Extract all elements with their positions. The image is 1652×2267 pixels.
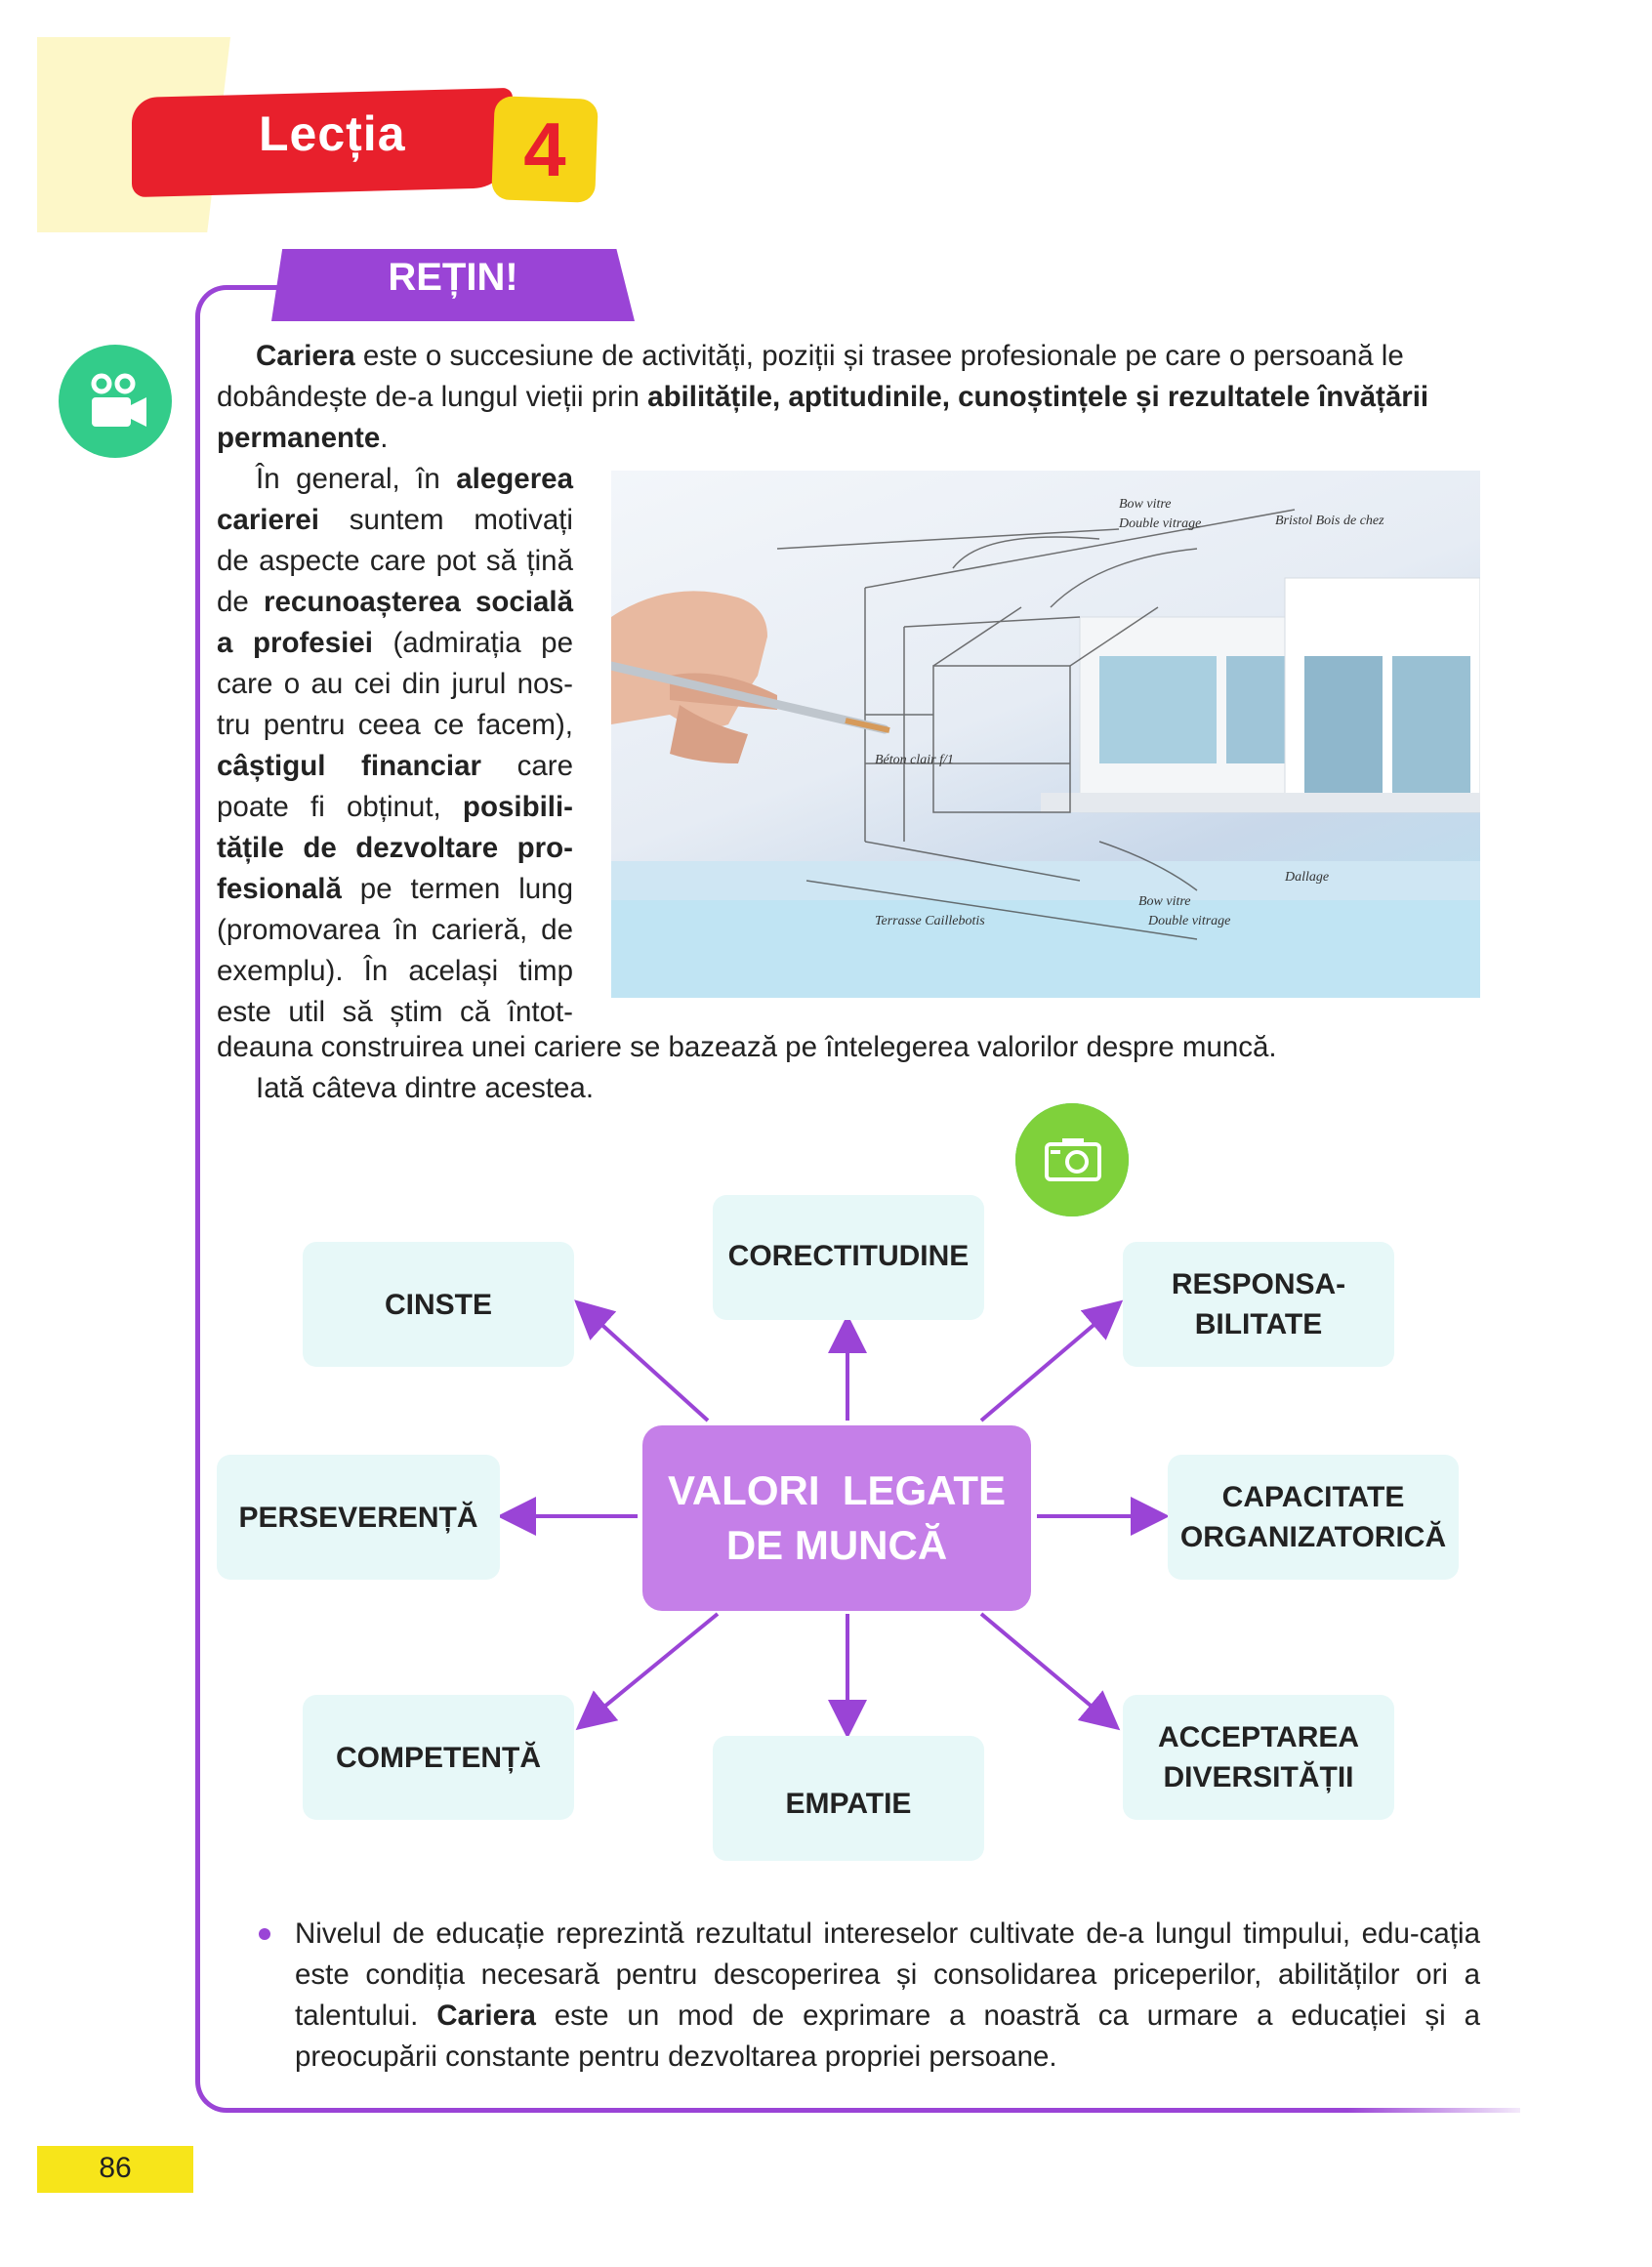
lesson-number: 4 xyxy=(523,106,566,192)
node-cinste: CINSTE xyxy=(303,1242,574,1367)
node-responsabilitate: RESPONSA- BILITATE xyxy=(1123,1242,1394,1367)
center-line-1: VALORI LEGATE xyxy=(667,1467,1007,1513)
section-title: REȚIN! xyxy=(388,256,518,299)
node-competenta: COMPETENȚĂ xyxy=(303,1695,574,1820)
wrap-line: tru pentru ceea ce facem), xyxy=(217,709,573,741)
wrap-line: poate fi obținut, posibili- xyxy=(217,791,573,823)
wrap-line: (promovarea în carieră, de xyxy=(217,914,573,946)
node-empatie: EMPATIE xyxy=(713,1736,984,1861)
svg-text:Dallage: Dallage xyxy=(1285,870,1330,885)
term-cariera: Cariera xyxy=(256,340,355,372)
bullet-paragraph: Nivelul de educație reprezintă rezultatul intereselor cultivate de-a lungul timpului, edu-cația este condiția necesară pentru descoperirea și consolidarea priceperilor, abilităților ori a talentului. Cariera este un mod de exprimare a noastră ca urmare a educației și a preocupării constante pentru dezvoltarea propriei persoane. xyxy=(295,1917,1481,2073)
wrap-line: câștigul financiar care xyxy=(217,750,573,782)
node-corectitudine: CORECTITUDINE xyxy=(713,1195,984,1320)
svg-text:Bow vitre: Bow vitre xyxy=(1119,497,1172,512)
lead-in-line: Iată câteva dintre acestea. xyxy=(256,1072,595,1104)
wrap-line: de recunoașterea socială xyxy=(217,586,573,618)
arrow-cinste xyxy=(586,1310,708,1421)
wrap-line: carierei suntem motivați xyxy=(217,504,573,536)
wrap-line: tățile de dezvoltare pro- xyxy=(217,832,573,864)
wrap-line: care o au cei din jurul nos- xyxy=(217,668,573,700)
arrow-competenta xyxy=(588,1614,718,1720)
page-number: 86 xyxy=(99,2152,132,2184)
svg-text:Bow vitre: Bow vitre xyxy=(1138,894,1191,909)
arrow-acceptarea xyxy=(981,1614,1108,1720)
wrap-line: este util să știm că întot- xyxy=(217,996,573,1028)
center-line-2: DE MUNCĂ xyxy=(725,1522,948,1568)
svg-text:Bristol Bois de chez: Bristol Bois de chez xyxy=(1275,514,1384,528)
node-acceptarea-diversitatii: ACCEPTAREA DIVERSITĂȚII xyxy=(1123,1695,1394,1820)
intro-paragraph: Cariera este o succesiune de activități, poziții și trasee profesionale pe care o persoană le dobândește de-a lungul vieții prin abilitățile, aptitudinile, cunoștințele și rezultatele învățării permanente. xyxy=(217,340,1429,454)
svg-text:Double vitrage: Double vitrage xyxy=(1148,914,1231,928)
arrow-responsabilitate xyxy=(981,1310,1111,1421)
svg-text:Terrasse Caillebotis: Terrasse Caillebotis xyxy=(875,914,985,928)
node-perseverenta: PERSEVERENȚĂ xyxy=(217,1455,500,1580)
continuation-line: deauna construirea unei cariere se bazează pe întelegerea valorilor despre muncă. xyxy=(217,1031,1277,1063)
wrap-line: de aspecte care pot să țină xyxy=(217,545,573,577)
svg-text:Double vitrage: Double vitrage xyxy=(1119,516,1202,531)
bullet-dot xyxy=(259,1928,270,1940)
diagram-center-node xyxy=(642,1425,1031,1611)
node-capacitate-organizatorica: CAPACITATE ORGANIZATORICĂ xyxy=(1168,1455,1459,1580)
wrap-line: a profesiei (admirația pe xyxy=(217,627,573,659)
wrap-line: exemplu). În același timp xyxy=(217,955,573,987)
wrap-line: În general, în alegerea xyxy=(256,463,573,495)
lesson-label: Lecția xyxy=(259,106,406,161)
svg-text:Béton clair f/1: Béton clair f/1 xyxy=(875,753,954,767)
wrap-line: fesională pe termen lung xyxy=(217,873,573,905)
